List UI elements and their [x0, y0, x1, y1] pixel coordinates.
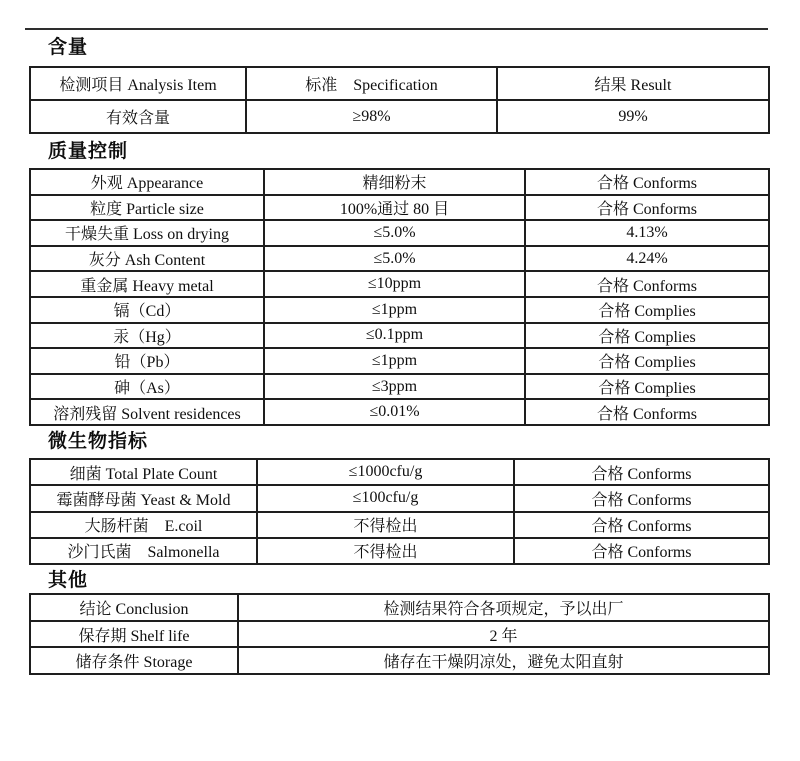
- cell-result: 合格 Complies: [525, 374, 769, 400]
- cell-specification: ≤0.1ppm: [264, 323, 525, 349]
- cell-specification: ≤0.01%: [264, 399, 525, 425]
- section-heading-quality-control: 质量控制: [48, 141, 129, 162]
- cell-result: 合格 Conforms: [525, 399, 769, 425]
- cell-analysis-item: 沙门氏菌 Salmonella: [30, 538, 257, 564]
- cell-result: 合格 Complies: [525, 297, 769, 323]
- table-row: [30, 297, 769, 323]
- cell-analysis-item: 粒度 Particle size: [30, 195, 264, 221]
- cell-specification: ≤1000cfu/g: [257, 459, 514, 485]
- table-row: [30, 374, 769, 400]
- section-heading-microbiological: 微生物指标: [48, 430, 149, 452]
- cell-result: 合格 Complies: [525, 348, 769, 374]
- cell-specification: ≤1ppm: [264, 297, 525, 323]
- cell-specification: ≤10ppm: [264, 271, 525, 297]
- table-row: [30, 459, 769, 485]
- section-heading-content: 含量: [48, 37, 89, 58]
- cell-result: 合格 Conforms: [525, 271, 769, 297]
- cell-result: 合格 Complies: [525, 323, 769, 349]
- cell-result: 4.24%: [525, 246, 769, 272]
- top-divider: [25, 28, 768, 30]
- table-header-row: [30, 67, 769, 100]
- cell-result: 合格 Conforms: [514, 459, 769, 485]
- cell-value: 储存在干燥阴凉处，避免太阳直射: [238, 647, 769, 674]
- content-table: [29, 66, 770, 134]
- cell-value: 2 年: [238, 621, 769, 648]
- cell-result: 99%: [497, 100, 769, 133]
- cell-result: 合格 Conforms: [514, 512, 769, 538]
- cell-analysis-item: 汞（Hg）: [30, 323, 264, 349]
- quality-control-table: [29, 168, 770, 426]
- cell-result: 合格 Conforms: [525, 195, 769, 221]
- cell-analysis-item: 有效含量: [30, 100, 246, 133]
- table-row: [30, 348, 769, 374]
- cell-specification: 不得检出: [257, 538, 514, 564]
- section-heading-other: 其他: [48, 570, 89, 592]
- table-row: [30, 485, 769, 511]
- cell-analysis-item: 重金属 Heavy metal: [30, 271, 264, 297]
- table-row: [30, 647, 769, 674]
- cell-analysis-item: 大肠杆菌 E.coil: [30, 512, 257, 538]
- table-row: [30, 195, 769, 221]
- cell-specification: 100%通过 80 目: [264, 195, 525, 221]
- cell-result: 合格 Conforms: [525, 169, 769, 195]
- cell-specification: ≤1ppm: [264, 348, 525, 374]
- table-row: [30, 169, 769, 195]
- other-table: [29, 593, 770, 675]
- table-row: [30, 512, 769, 538]
- cell-analysis-item: 储存条件 Storage: [30, 647, 238, 674]
- cell-value: 检测结果符合各项规定，予以出厂: [238, 594, 769, 621]
- table-row: [30, 246, 769, 272]
- microbiological-table: [29, 458, 770, 565]
- table-row: [30, 100, 769, 133]
- cell-analysis-item: 干燥失重 Loss on drying: [30, 220, 264, 246]
- table-row: [30, 538, 769, 564]
- table-row: [30, 323, 769, 349]
- cell-result: 合格 Conforms: [514, 538, 769, 564]
- cell-analysis-item: 灰分 Ash Content: [30, 246, 264, 272]
- cell-analysis-item: 外观 Appearance: [30, 169, 264, 195]
- cell-specification: 精细粉末: [264, 169, 525, 195]
- cell-specification: ≤100cfu/g: [257, 485, 514, 511]
- cell-specification: ≤5.0%: [264, 246, 525, 272]
- cell-result: 4.13%: [525, 220, 769, 246]
- cell-specification: ≤3ppm: [264, 374, 525, 400]
- cell-analysis-item: 细菌 Total Plate Count: [30, 459, 257, 485]
- table-row: [30, 271, 769, 297]
- header-specification: 标准 Specification: [246, 67, 497, 100]
- cell-specification: ≥98%: [246, 100, 497, 133]
- cell-analysis-item: 铅（Pb）: [30, 348, 264, 374]
- cell-analysis-item: 保存期 Shelf life: [30, 621, 238, 648]
- header-analysis-item: 检测项目 Analysis Item: [30, 67, 246, 100]
- cell-specification: 不得检出: [257, 512, 514, 538]
- cell-analysis-item: 砷（As）: [30, 374, 264, 400]
- table-row: [30, 594, 769, 621]
- table-row: [30, 399, 769, 425]
- header-result: 结果 Result: [497, 67, 769, 100]
- table-row: [30, 220, 769, 246]
- table-row: [30, 621, 769, 648]
- cell-analysis-item: 溶剂残留 Solvent residences: [30, 399, 264, 425]
- cell-analysis-item: 镉（Cd）: [30, 297, 264, 323]
- cell-analysis-item: 结论 Conclusion: [30, 594, 238, 621]
- cell-result: 合格 Conforms: [514, 485, 769, 511]
- cell-analysis-item: 霉菌酵母菌 Yeast & Mold: [30, 485, 257, 511]
- cell-specification: ≤5.0%: [264, 220, 525, 246]
